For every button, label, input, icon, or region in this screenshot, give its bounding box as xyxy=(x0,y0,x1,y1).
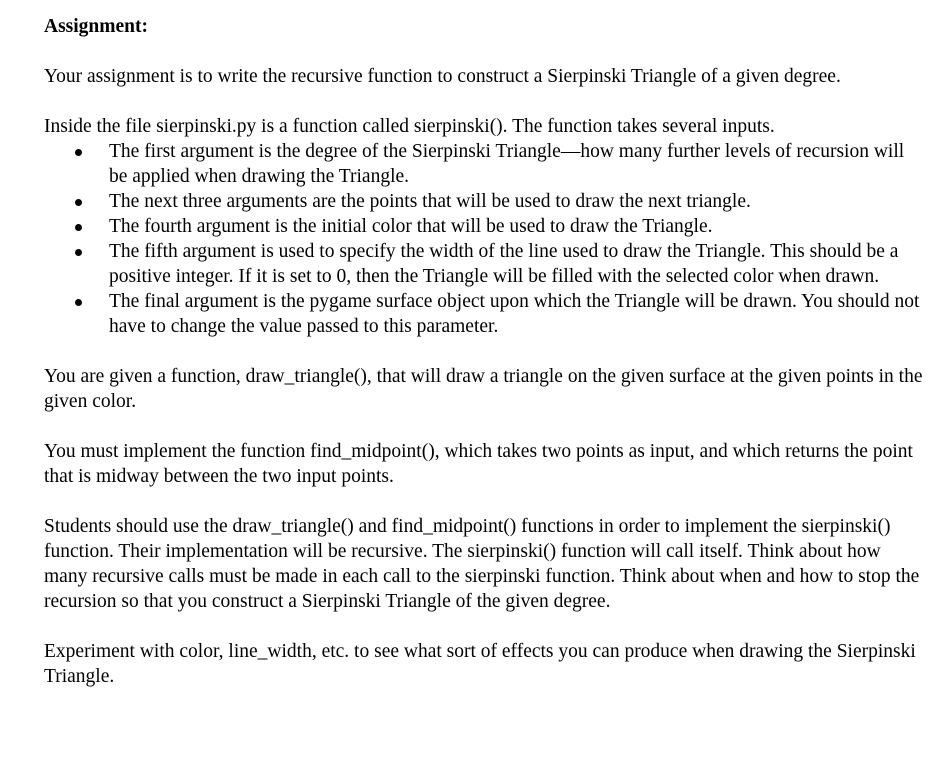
list-item xyxy=(44,214,924,239)
find-midpoint-paragraph: You must implement the function find_midpoint(), which takes two points as input, and which returns the point that is midway between the two input points. xyxy=(44,441,913,487)
bullet-icon xyxy=(75,249,82,256)
bullet-icon xyxy=(75,199,82,206)
list-item-text: The fourth argument is the initial color that will be used to draw the Triangle. xyxy=(109,216,713,237)
list-item-text: The next three arguments are the points that will be used to draw the next triangle. xyxy=(109,191,751,212)
argument-list xyxy=(44,139,924,339)
list-item-text: The first argument is the degree of the Sierpinski Triangle—how many further levels of recursion will be applied when drawing the Triangle. xyxy=(109,141,905,187)
list-item-text: The final argument is the pygame surface object upon which the Triangle will be drawn. You should not have to change the value passed to this parameter. xyxy=(109,291,920,337)
experiment-paragraph: Experiment with color, line_width, etc. to see what sort of effects you can produce when drawing the Sierpinski Triangle. xyxy=(44,641,916,687)
recursion-paragraph: Students should use the draw_triangle() and find_midpoint() functions in order to implement the sierpinski() function. Their implementation will be recursive. The sierpinski() function will call itself. Think about how many recursive calls must be made in each call to the sierpinski function. Think about when and how to stop the recursion so that you construct a Sierpinski Triangle of the given degree. xyxy=(44,516,920,612)
bullet-icon xyxy=(75,224,82,231)
assignment-document xyxy=(44,14,924,689)
list-item xyxy=(44,239,924,289)
list-item xyxy=(44,289,924,339)
list-item-text: The fifth argument is used to specify the width of the line used to draw the Triangle. This should be a positive integer. If it is set to 0, then the Triangle will be filled with the selected color when drawn. xyxy=(109,241,899,287)
bullet-icon xyxy=(75,299,82,306)
list-item xyxy=(44,139,924,189)
bullet-icon xyxy=(75,149,82,156)
intro-paragraph: Your assignment is to write the recursive function to construct a Sierpinski Triangle of a given degree. xyxy=(44,66,841,87)
assignment-heading: Assignment: xyxy=(44,16,149,37)
file-intro-paragraph: Inside the file sierpinski.py is a function called sierpinski(). The function takes several inputs. xyxy=(44,116,775,137)
draw-triangle-paragraph: You are given a function, draw_triangle(), that will draw a triangle on the given surface at the given points in the given color. xyxy=(44,366,923,412)
list-item xyxy=(44,189,924,214)
